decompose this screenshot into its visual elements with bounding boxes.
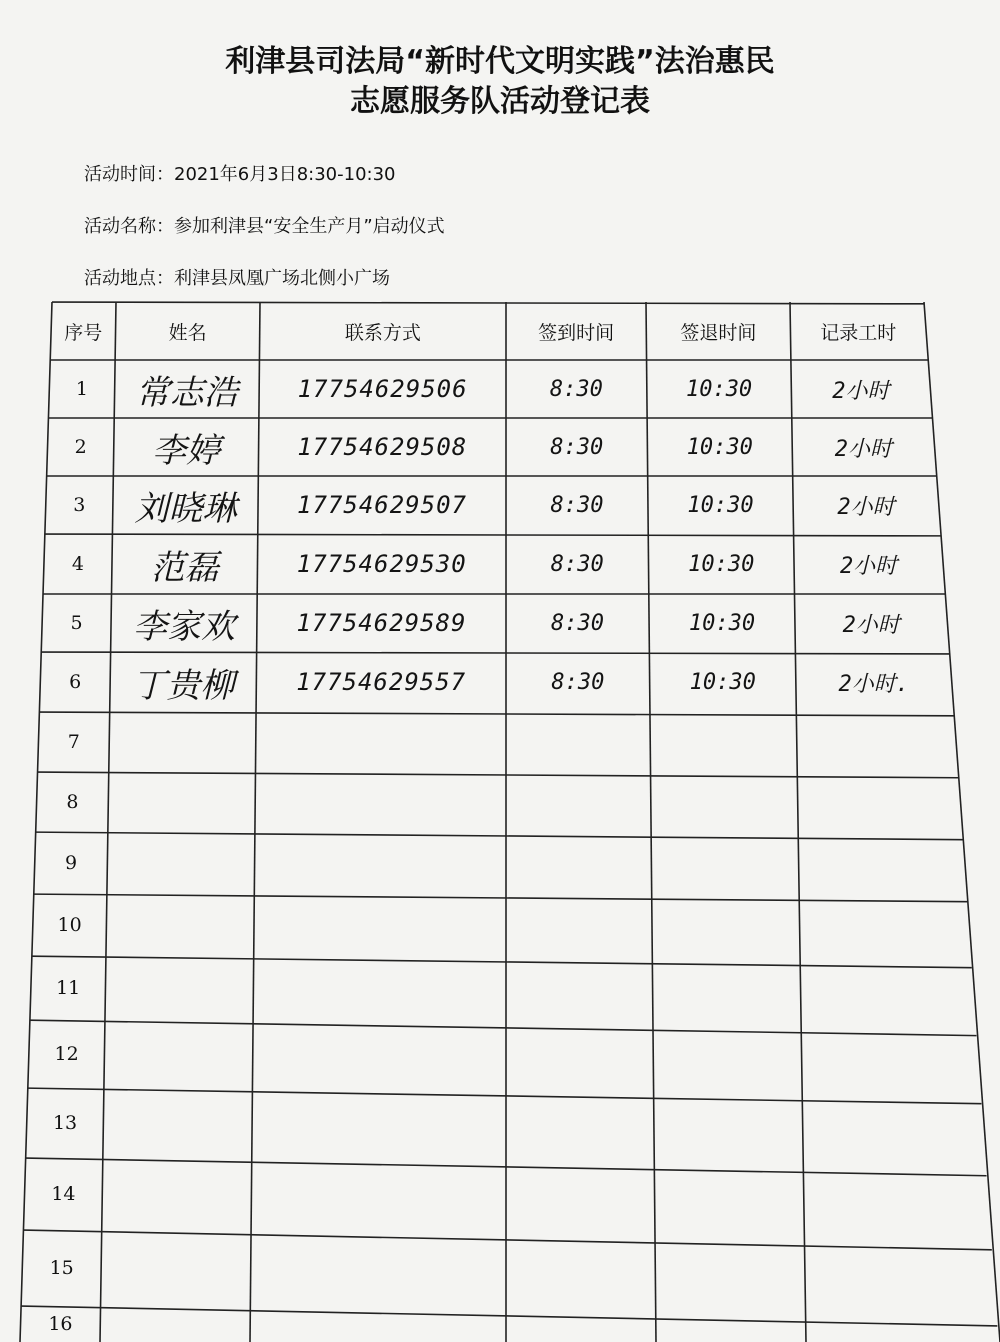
recorded-hours: 2小时	[842, 612, 900, 638]
volunteer-phone	[253, 1020, 506, 1088]
checkin-time: 8:30	[550, 434, 604, 460]
volunteer-name: 李婷	[152, 430, 221, 471]
checkout-time	[652, 894, 800, 956]
row-number: 5	[70, 612, 83, 634]
row-number: 16	[48, 1313, 73, 1335]
row-number: 14	[51, 1183, 76, 1205]
volunteer-phone	[256, 712, 506, 772]
volunteer-phone: 17754629557	[296, 668, 467, 696]
volunteer-name: 李家欢	[132, 606, 235, 647]
volunteer-phone: 17754629506	[297, 375, 468, 403]
checkout-time: 10:30	[685, 376, 753, 402]
checkin-time	[506, 772, 651, 832]
checkout-time	[653, 956, 801, 1020]
volunteer-name	[104, 1020, 252, 1088]
activity-name-value: 参加利津县“安全生产月”启动仪式	[174, 216, 445, 237]
checkin-time	[506, 832, 651, 894]
volunteer-name	[102, 1158, 251, 1230]
volunteer-phone	[250, 1306, 506, 1342]
recorded-hours: 2小时	[837, 494, 895, 520]
checkout-time: 10:30	[687, 492, 754, 518]
volunteer-phone: 17754629508	[297, 433, 468, 461]
recorded-hours	[800, 894, 970, 956]
checkout-time	[651, 832, 798, 894]
recorded-hours	[803, 1088, 984, 1158]
volunteer-phone	[252, 1088, 506, 1158]
row-number: 6	[69, 671, 82, 693]
header-name: 姓名	[168, 321, 207, 344]
activity-place-value: 利津县凤凰广场北侧小广场	[174, 268, 390, 289]
checkout-time: 10:30	[688, 551, 755, 577]
volunteer-name: 范磊	[150, 547, 219, 588]
volunteer-name	[108, 772, 255, 832]
checkin-time: 8:30	[549, 376, 603, 402]
volunteer-name	[109, 712, 256, 772]
recorded-hours: 2小时.	[838, 671, 910, 697]
activity-place-label: 活动地点：	[84, 268, 174, 289]
recorded-hours	[799, 832, 965, 894]
row-number: 13	[52, 1112, 78, 1134]
form-title-line1: 利津县司法局“新时代文明实践”法治惠民	[225, 44, 775, 79]
volunteer-phone	[254, 894, 506, 956]
row-number: 9	[65, 852, 78, 874]
activity-name-label: 活动名称：	[84, 216, 174, 237]
row-number: 15	[49, 1257, 74, 1279]
volunteer-phone	[251, 1230, 506, 1306]
volunteer-phone	[251, 1158, 506, 1230]
checkout-time: 10:30	[688, 610, 756, 636]
recorded-hours	[802, 1020, 979, 1088]
form-title-line2: 志愿服务队活动登记表	[350, 84, 650, 119]
recorded-hours	[805, 1230, 995, 1306]
row-number: 3	[73, 494, 86, 516]
volunteer-name	[105, 956, 253, 1020]
recorded-hours	[804, 1158, 989, 1230]
activity-time-label: 活动时间：	[84, 164, 174, 185]
recorded-hours: 2小时	[832, 378, 890, 404]
volunteer-name	[103, 1088, 252, 1158]
recorded-hours	[798, 772, 961, 832]
volunteer-phone: 17754629507	[297, 491, 467, 519]
checkin-time	[506, 1230, 655, 1306]
volunteer-name	[107, 832, 254, 894]
header-contact: 联系方式	[344, 321, 421, 344]
volunteer-phone: 17754629530	[296, 550, 467, 578]
checkin-time	[506, 712, 650, 772]
volunteer-name: 常志浩	[135, 372, 238, 413]
recorded-hours: 2小时	[834, 436, 893, 462]
header-checkout: 签退时间	[680, 321, 757, 344]
row-number: 8	[66, 791, 79, 813]
checkout-time: 10:30	[689, 669, 756, 695]
volunteer-phone	[253, 956, 506, 1020]
checkout-time	[654, 1088, 803, 1158]
checkin-time: 8:30	[551, 669, 605, 695]
row-number: 11	[56, 977, 81, 999]
recorded-hours	[806, 1306, 999, 1342]
row-number: 1	[75, 378, 89, 400]
row-number: 12	[54, 1043, 79, 1065]
recorded-hours	[801, 956, 975, 1020]
checkin-time	[506, 1020, 653, 1088]
volunteer-name	[101, 1230, 251, 1306]
checkin-time	[506, 956, 653, 1020]
header-hours: 记录工时	[820, 321, 897, 344]
header-checkin: 签到时间	[538, 321, 615, 344]
volunteer-phone: 17754629589	[296, 609, 467, 637]
checkout-time	[655, 1158, 804, 1230]
checkout-time	[656, 1306, 806, 1342]
volunteer-name	[100, 1306, 250, 1342]
row-number: 4	[71, 553, 84, 575]
header-seq: 序号	[64, 321, 103, 344]
row-number: 10	[57, 914, 82, 936]
volunteer-name: 丁贵柳	[132, 665, 235, 706]
recorded-hours	[797, 712, 956, 772]
checkin-time	[506, 894, 652, 956]
checkout-time	[653, 1020, 801, 1088]
activity-time-value: 2021年6月3日8:30-10:30	[174, 164, 396, 185]
row-number: 7	[67, 731, 80, 753]
checkout-time: 10:30	[686, 434, 753, 460]
checkin-time: 8:30	[550, 551, 604, 577]
checkout-time	[650, 712, 797, 772]
checkin-time: 8:30	[551, 610, 605, 636]
volunteer-name	[106, 894, 254, 956]
volunteer-phone	[255, 772, 506, 832]
checkin-time	[506, 1158, 655, 1230]
checkout-time	[651, 772, 798, 832]
row-number: 2	[74, 436, 87, 458]
checkin-time	[506, 1088, 654, 1158]
recorded-hours: 2小时	[839, 553, 898, 579]
checkin-time: 8:30	[550, 492, 604, 518]
checkout-time	[655, 1230, 805, 1306]
volunteer-phone	[255, 832, 506, 894]
checkin-time	[506, 1306, 656, 1342]
volunteer-name: 刘晓琳	[134, 488, 237, 529]
